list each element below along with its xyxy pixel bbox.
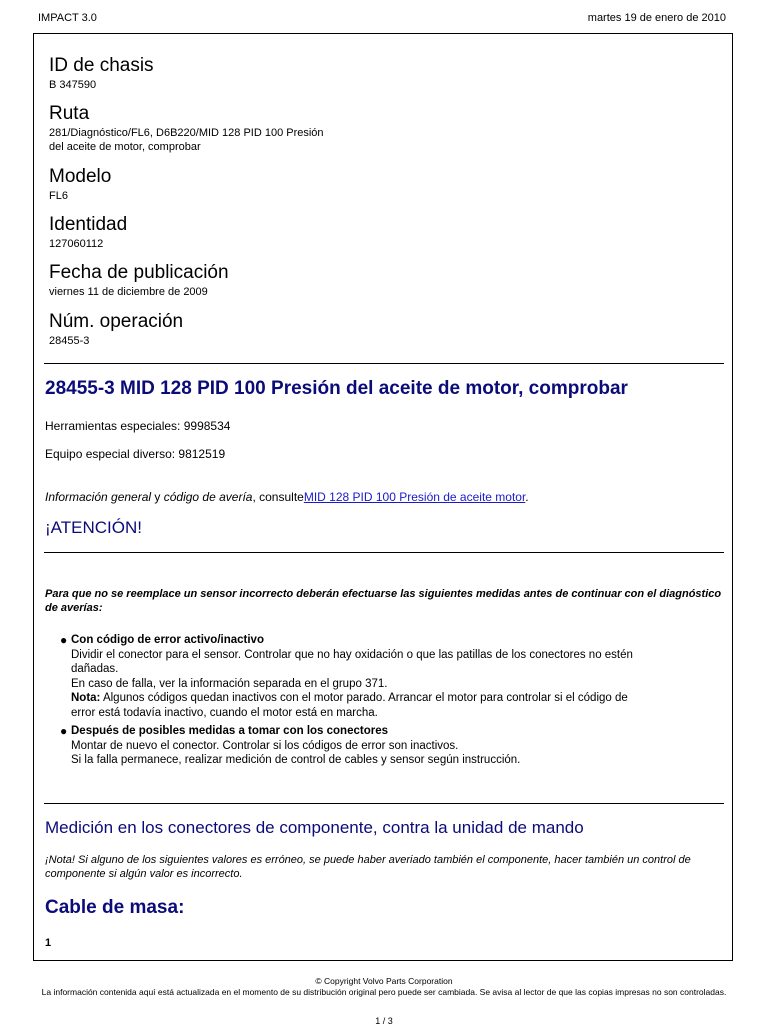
meta-label: Identidad — [49, 214, 128, 235]
meta-value-line: del aceite de motor, comprobar — [49, 141, 201, 153]
section-divider — [44, 363, 724, 364]
measurement-note: ¡Nota! Si alguno de los siguientes valores es erróneo, se puede haber averiado también el componente, hacer también un control de componente si algún valor es incorrecto. — [45, 854, 691, 880]
copyright-text: © Copyright Volvo Parts Corporation — [315, 976, 453, 986]
section-divider — [44, 552, 724, 553]
meta-identity — [49, 214, 127, 251]
attention-heading: ¡ATENCIÓN! — [45, 518, 142, 537]
list-item-heading: Con código de error activo/inactivo — [71, 634, 264, 646]
note-label: Nota: — [71, 692, 101, 704]
meta-label: Fecha de publicación — [49, 262, 229, 283]
meta-label: Ruta — [49, 103, 90, 124]
special-equipment: Equipo especial diverso: 9812519 — [45, 447, 226, 461]
document-title: 28455-3 MID 128 PID 100 Presión del aceite de motor, comprobar — [45, 378, 628, 399]
page-header — [38, 12, 726, 28]
bullet-icon: ● — [60, 724, 68, 738]
reference-link[interactable]: MID 128 PID 100 Presión de aceite motor — [303, 490, 526, 504]
info-general-text: Información general — [45, 490, 152, 504]
list-item-heading: Después de posibles medidas a tomar con los conectores — [71, 725, 388, 737]
cable-heading: Cable de masa: — [45, 897, 185, 918]
list-item: ● Después de posibles medidas a tomar con los conectores Montar de nuevo el conector. Controlar si los códigos de error son inactivos. Si la falla permanece, realizar medición de control de cables y sensor según instrucción. — [71, 724, 721, 768]
meta-chassis-id — [49, 55, 154, 92]
meta-value-line: 281/Diagnóstico/FL6, D6B220/MID 128 PID 100 Presión — [49, 127, 324, 139]
special-tools: Herramientas especiales: 9998534 — [45, 419, 231, 433]
meta-operation-number — [49, 311, 183, 348]
note-line: Nota: Algunos códigos quedan inactivos con el motor parado. Arrancar el motor para controlar si el código de — [71, 692, 628, 704]
meta-value — [49, 126, 324, 154]
general-info-reference: Información general y código de avería, consulteMID 128 PID 100 Presión de aceite motor. — [45, 490, 529, 504]
document-frame — [33, 33, 733, 961]
warning-text: Para que no se reemplace un sensor incorrecto deberán efectuarse las siguientes medidas antes de continuar con el diagnóstico de averías: — [45, 588, 722, 614]
meta-route — [49, 103, 324, 154]
meta-value: FL6 — [49, 190, 68, 202]
meta-value: B 347590 — [49, 79, 97, 91]
meta-label: Modelo — [49, 166, 112, 187]
meta-value: viernes 11 de diciembre de 2009 — [49, 286, 208, 298]
meta-label: Núm. operación — [49, 311, 184, 332]
step-number: 1 — [45, 937, 52, 949]
app-name: IMPACT 3.0 — [38, 12, 97, 24]
fault-code-text: código de avería — [163, 490, 253, 504]
meta-model — [49, 166, 111, 203]
disclaimer-text: La información contenida aquí está actualizada en el momento de su distribución original pero puede ser cambiada. Se avisa al lector de que las copias impresas no son controladas. — [41, 986, 727, 997]
bullet-icon: ● — [60, 633, 68, 647]
measurement-heading: Medición en los conectores de componente, contra la unidad de mando — [45, 818, 584, 837]
page-number: 1 / 3 — [375, 1016, 393, 1026]
meta-value: 127060112 — [49, 238, 104, 250]
meta-publication-date — [49, 262, 229, 299]
meta-value: 28455-3 — [49, 335, 90, 347]
page-footer — [40, 976, 728, 997]
print-date: martes 19 de enero de 2010 — [587, 12, 726, 24]
section-divider — [44, 803, 724, 804]
meta-label: ID de chasis — [49, 55, 154, 76]
list-item: ● Con código de error activo/inactivo Dividir el conector para el sensor. Controlar que no hay oxidación o que las patillas de los conectores no estén dañadas. En caso de falla, ver la información separada en el grupo 371. Nota: Algunos códigos quedan inactivos con el motor parado. Arrancar el motor para controlar si el código de error está todavía inactivo, cuando el motor está en marcha. — [71, 633, 721, 720]
